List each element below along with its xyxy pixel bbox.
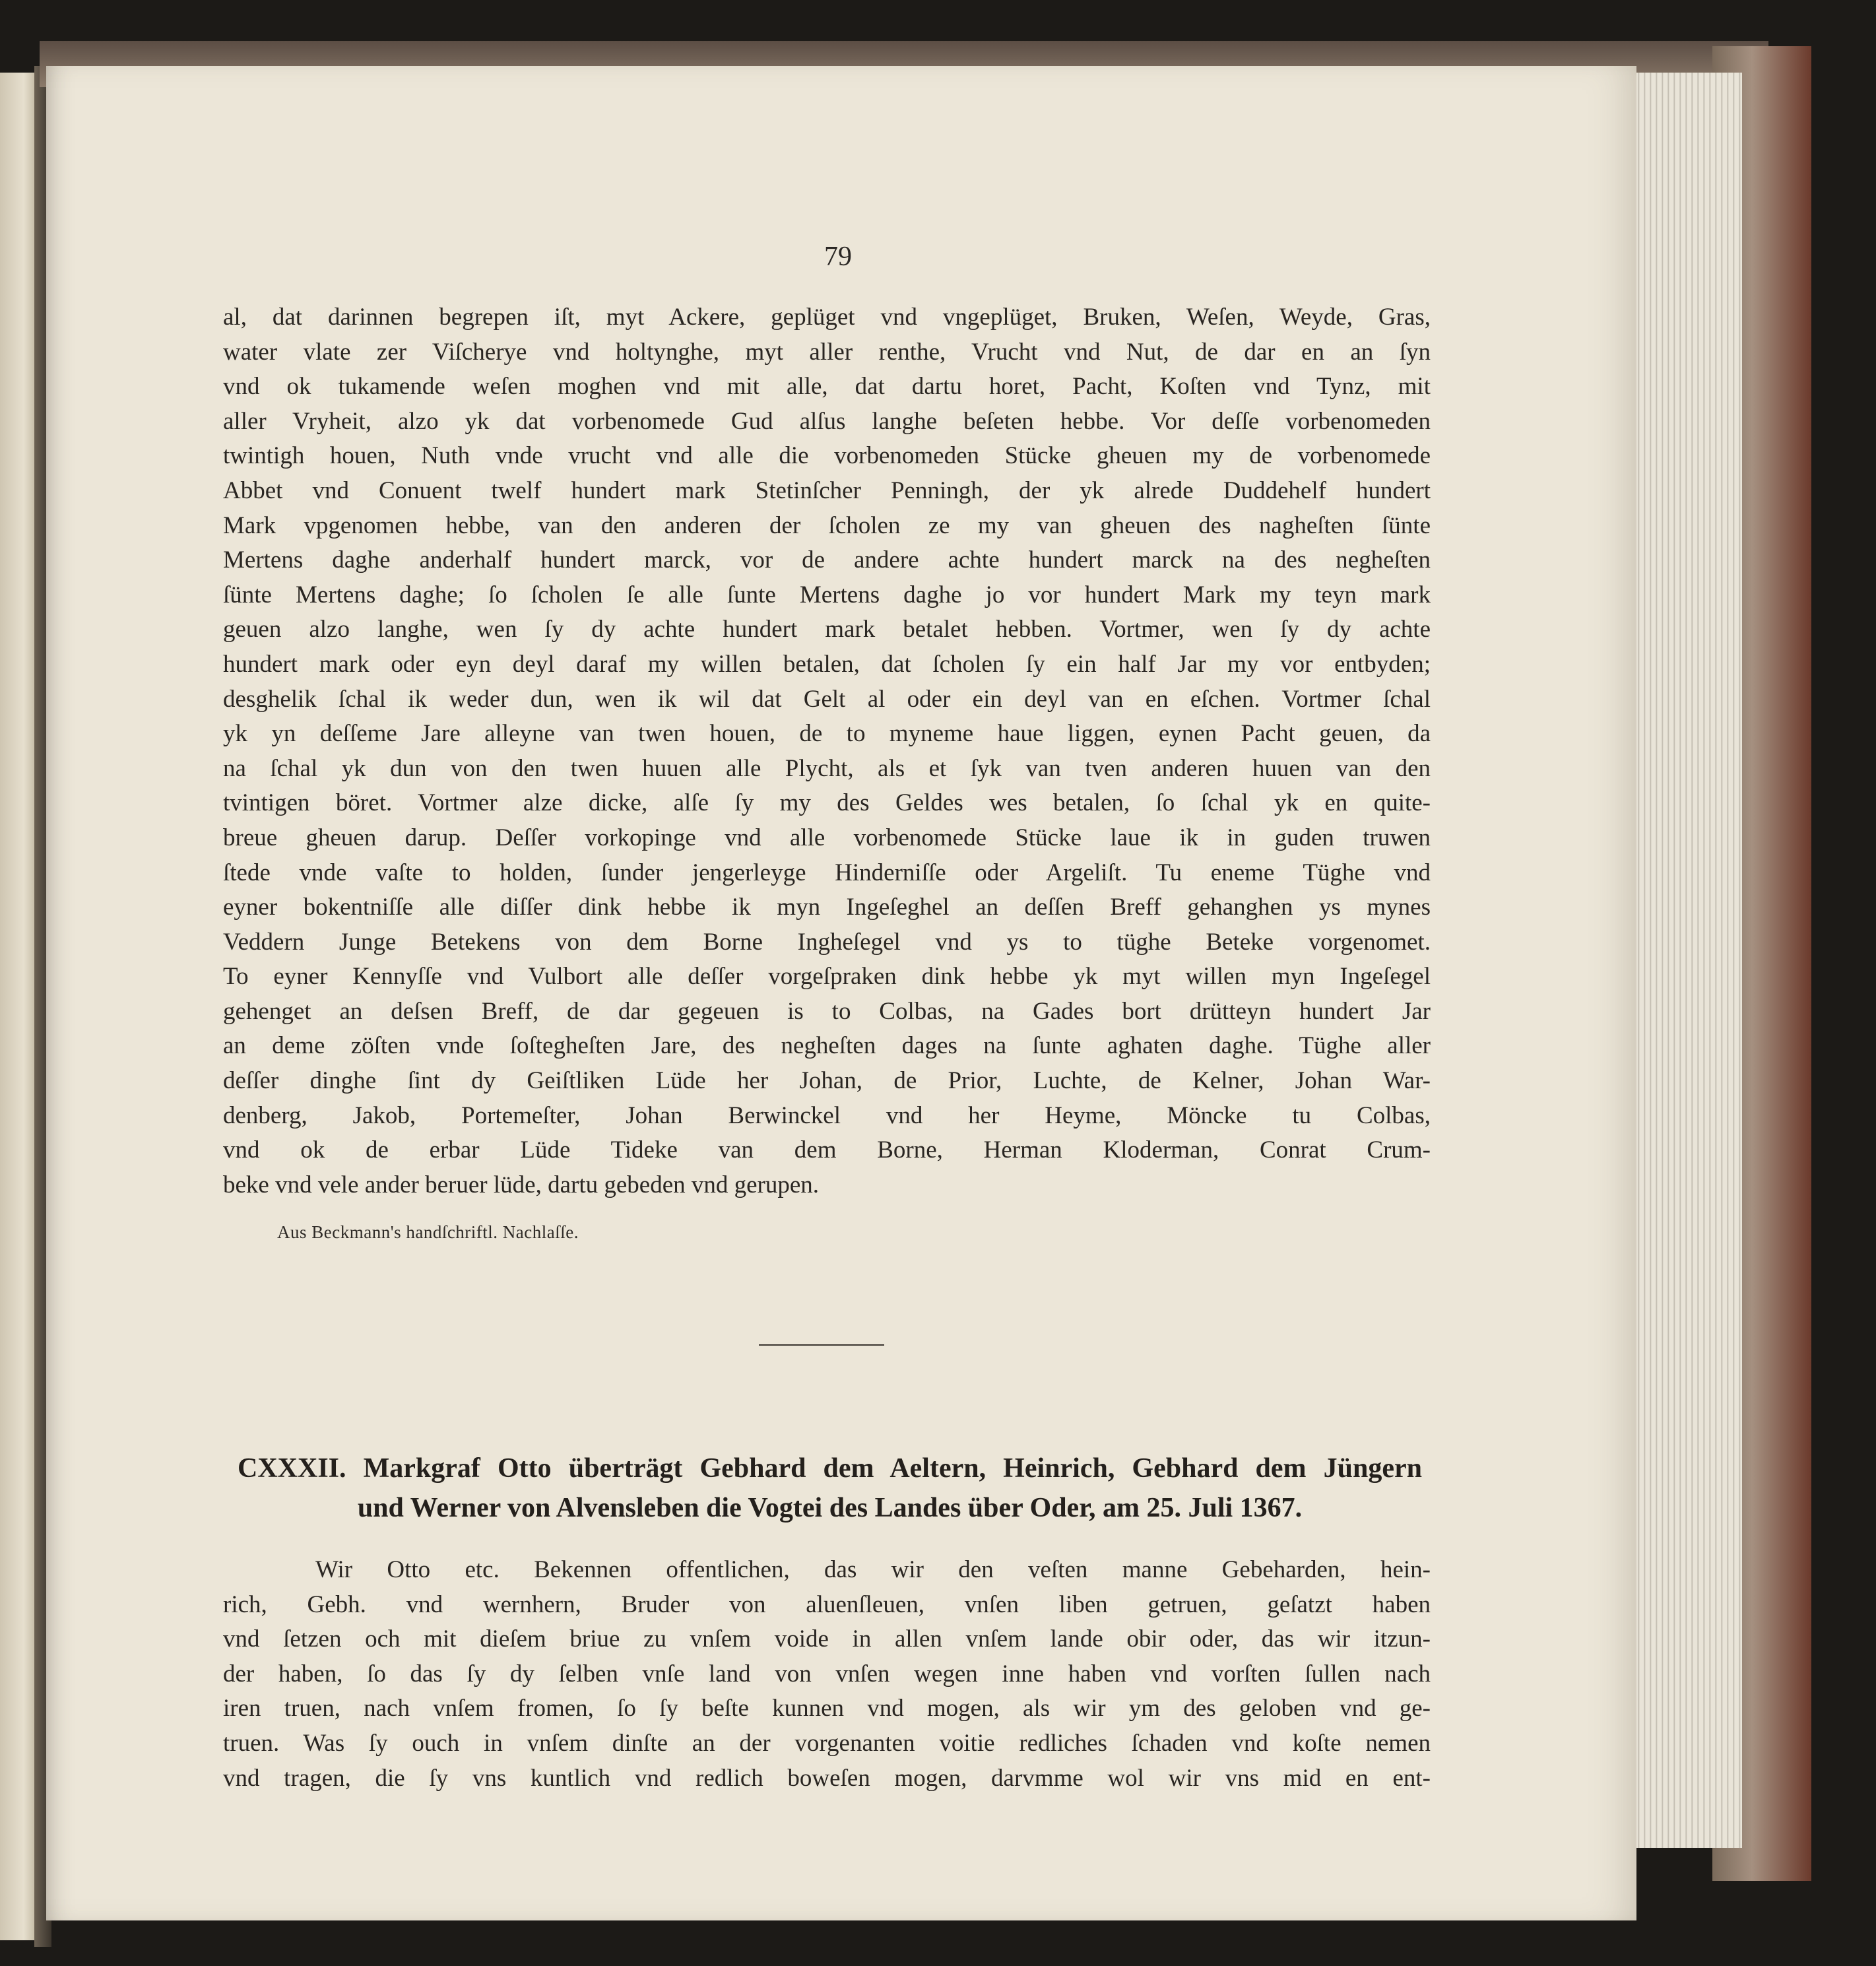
text-line: denberg, Jakob, Portemeſter, Johan Berwinckel vnd her Heyme, Möncke tu Colbas, <box>223 1101 1431 1129</box>
text-line: vnd ſetzen och mit dieſem briue zu vnſem voide in allen vnſem lande obir oder, das wir itzun- <box>223 1625 1431 1653</box>
facing-page-edge <box>0 73 40 1940</box>
text-line: ſtede vnde vaſte to holden, ſunder jengerleyge Hinderniſſe oder Argeliſt. Tu eneme Tüghe vnd <box>223 859 1431 886</box>
text-line: yk yn deſſeme Jare alleyne van twen houen, de to myneme haue liggen, eynen Pacht geuen, da <box>223 720 1431 748</box>
text-line: aller Vryheit, alzo yk dat vorbenomede Gud alſus langhe beſeten hebbe. Vor deſſe vorbenomeden <box>223 407 1431 435</box>
section-divider <box>759 1344 884 1346</box>
text-line: tvintigen böret. Vortmer alze dicke, alſe ſy my des Geldes wes betalen, ſo ſchal yk en quite- <box>223 789 1431 817</box>
text-line: iren truen, nach vnſem fromen, ſo ſy beſte kunnen vnd mogen, als wir ym des geloben vnd ge- <box>223 1695 1431 1722</box>
text-line: Mertens daghe anderhalf hundert marck, vor de andere achte hundert marck na des negheſten <box>223 546 1431 574</box>
heading-line: CXXXII. Markgraf Otto überträgt Gebhard dem Aeltern, Heinrich, Gebhard dem Jüngern <box>238 1453 1422 1484</box>
text-line: eyner bokentniſſe alle diſſer dink hebbe ik myn Ingeſeghel an deſſen Breff gehanghen ys mynes <box>223 894 1431 921</box>
text-line: water vlate zer Viſcherye vnd holtynghe, myt aller renthe, Vrucht vnd Nut, de dar en an ſyn <box>223 338 1431 366</box>
text-line: Abbet vnd Conuent twelf hundert mark Stetinſcher Penningh, der yk alrede Duddehelf hundert <box>223 476 1431 504</box>
text-line: desghelik ſchal ik weder dun, wen ik wil dat Gelt al oder ein deyl van en eſchen. Vortmer ſchal <box>223 685 1431 713</box>
text-line: na ſchal yk dun von den twen huuen alle Plycht, als et ſyk van tven anderen huuen van den <box>223 754 1431 782</box>
text-line: vnd tragen, die ſy vns kuntlich vnd redlich boweſen mogen, darvmme wol wir vns mid en ent- <box>223 1764 1431 1792</box>
book-page <box>46 66 1636 1920</box>
text-line: To eyner Kennyſſe vnd Vulbort alle deſſer vorgeſpraken dink hebbe yk myt willen myn Ingeſegel <box>223 963 1431 991</box>
text-line: Mark vpgenomen hebbe, van den anderen der ſcholen ze my van gheuen des nagheſten ſünte <box>223 511 1431 539</box>
text-line: beke vnd vele ander beruer lüde, dartu gebeden vnd gerupen. <box>223 1171 820 1198</box>
text-line: al, dat darinnen begrepen iſt, myt Ackere, geplüget vnd vngeplüget, Bruken, Weſen, Weyde, Gras, <box>223 304 1431 331</box>
text-line: vnd ok tukamende weſen moghen vnd mit alle, dat dartu horet, Pacht, Koſten vnd Tynz, mit <box>223 373 1431 401</box>
text-line: breue gheuen darup. Deſſer vorkopinge vnd alle vorbenomede Stücke laue ik in guden truwen <box>223 824 1431 851</box>
text-line: twintigh houen, Nuth vnde vrucht vnd alle die vorbenomeden Stücke gheuen my de vorbenomede <box>223 442 1431 470</box>
text-line: geuen alzo langhe, wen ſy dy achte hundert mark betalet hebben. Vortmer, wen ſy dy achte <box>223 616 1431 643</box>
page-number: 79 <box>824 242 852 272</box>
text-line: an deme zöſten vnde ſoſtegheſten Jare, des negheſten dages na ſunte aghaten daghe. Tüghe aller <box>223 1032 1431 1060</box>
charter-heading <box>238 1449 1422 1528</box>
text-line: Wir Otto etc. Bekennen offentlichen, das wir den veſten manne Gebeharden, hein- <box>315 1556 1431 1583</box>
text-line: der haben, ſo das ſy dy ſelben vnſe land von vnſen wegen inne haben vnd vorſten ſullen nach <box>223 1660 1431 1687</box>
text-line: Veddern Junge Betekens von dem Borne Ingheſegel vnd ys to tüghe Beteke vorgenomet. <box>223 928 1431 956</box>
text-line: deſſer dinghe ſint dy Geiſtliken Lüde her Johan, de Prior, Luchte, de Kelner, Johan War- <box>223 1067 1431 1095</box>
text-line: truen. Was ſy ouch in vnſem dinſte an der vorgenanten voitie redliches ſchaden vnd koſte nemen <box>223 1729 1431 1757</box>
text-line: rich, Gebh. vnd wernhern, Bruder von aluenſleuen, vnſen liben getruen, geſatzt haben <box>223 1590 1431 1618</box>
charter-text-2 <box>223 1553 1431 1796</box>
text-line: ſünte Mertens daghe; ſo ſcholen ſe alle ſunte Mertens daghe jo vor hundert Mark my teyn mark <box>223 581 1431 608</box>
text-line: vnd ok de erbar Lüde Tideke van dem Borne, Herman Kloderman, Conrat Crum- <box>223 1136 1431 1164</box>
text-line: hundert mark oder eyn deyl daraf my willen betalen, dat ſcholen ſy ein half Jar my vor entbyden; <box>223 650 1431 678</box>
text-line: gehenget an deſsen Breff, de dar gegeuen is to Colbas, na Gades bort drütteyn hundert Jar <box>223 997 1431 1025</box>
source-note: Aus Beckmann's handſchriftl. Nachlaſſe. <box>277 1222 579 1242</box>
heading-line: und Werner von Alvensleben die Vogtei des Landes über Oder, am 25. Juli 1367. <box>357 1493 1303 1523</box>
charter-text-1 <box>223 300 1431 1202</box>
